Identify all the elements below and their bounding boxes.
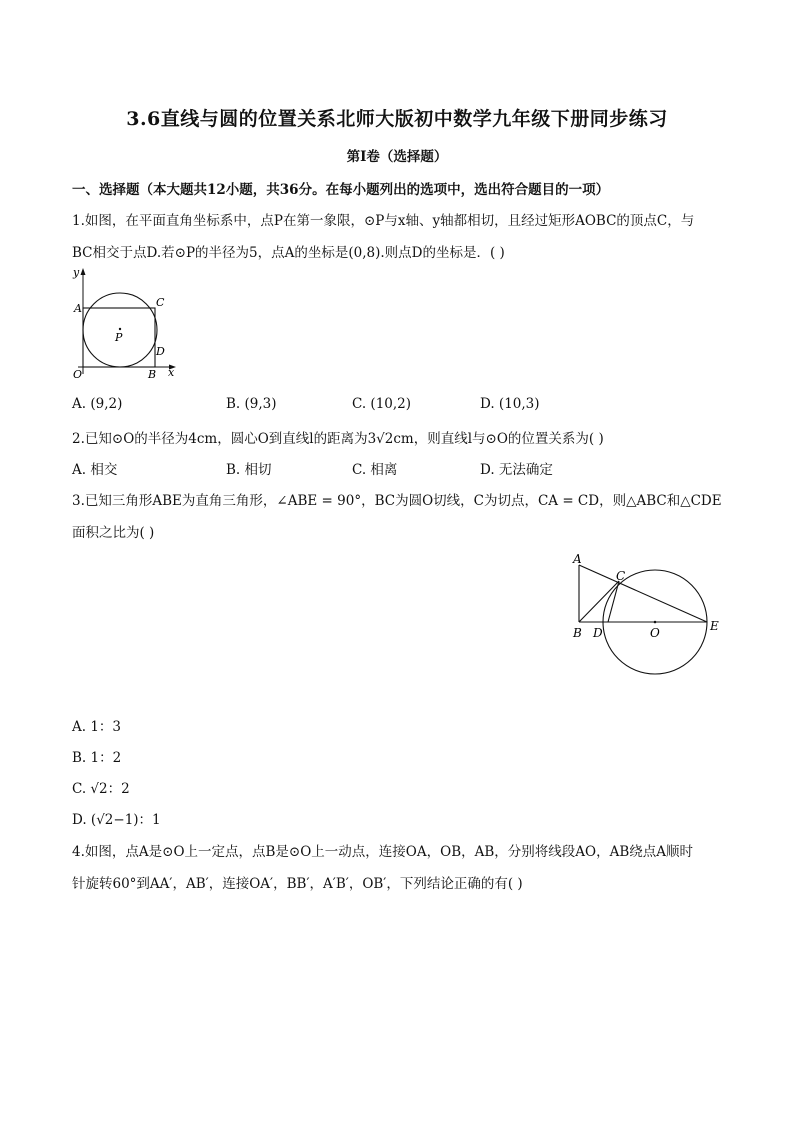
- q3-figure: [566, 548, 726, 678]
- q2-option-a: A. 相交: [72, 462, 118, 478]
- q1-y-arrow: [81, 268, 86, 275]
- page-title: 3.6直线与圆的位置关系北师大版初中数学九年级下册同步练习: [126, 108, 668, 130]
- q3-label-a: A: [573, 552, 582, 566]
- section-header: 一、选择题（本大题共12小题，共36分。在每小题列出的选项中，选出符合题目的一项）: [72, 182, 610, 198]
- q2-text-line1: 2.已知⊙O的半径为4cm，圆心O到直线l的距离为3√2cm，则直线l与⊙O的位置关系为( ): [72, 431, 604, 447]
- q3-seg-ae: [579, 565, 707, 622]
- q1-label-b: B: [148, 368, 157, 381]
- q3-text-line1: 3.已知三角形ABE为直角三角形，∠ABE = 90°，BC为圆O切线，C为切点，CA = CD，则△ABC和△CDE: [72, 493, 722, 509]
- q1-text-line2: BC相交于点D.若⊙P的半径为5，点A的坐标是(0,8).则点D的坐标是．( ): [72, 245, 505, 261]
- q3-option-b: B. 1：2: [72, 750, 122, 766]
- q2-option-c: C. 相离: [352, 462, 398, 478]
- q3-text-line2: 面积之比为( ): [72, 525, 155, 541]
- q3-label-c: C: [616, 569, 626, 583]
- q1-option-c: C. (10,2): [352, 396, 412, 412]
- q3-label-e: E: [710, 619, 719, 633]
- q4-text-line2: 针旋转60°到AA′，AB′，连接OA′，BB′，A′B′，OB′，下列结论正确的有( ): [72, 876, 523, 892]
- section-subtitle: 第I卷（选择题）: [346, 149, 448, 165]
- q1-label-c: C: [156, 296, 165, 309]
- q1-label-o: O: [73, 368, 83, 381]
- q1-option-a: A. (9,2): [72, 396, 123, 412]
- q3-label-o: O: [650, 626, 660, 640]
- q4-text-line1: 4.如图，点A是⊙O上一定点，点B是⊙O上一动点，连接OA，OB，AB，分别将线段AO，AB绕点A顺时: [72, 844, 694, 860]
- q1-center-dot: [119, 328, 121, 330]
- q3-option-d: D. (√2−1)：1: [72, 812, 161, 828]
- q3-option-a: A. 1：3: [72, 719, 122, 735]
- q1-figure: [68, 264, 184, 382]
- q1-text-line1: 1.如图，在平面直角坐标系中，点P在第一象限，⊙P与x轴、y轴都相切，且经过矩形AOBC的顶点C，与: [72, 213, 695, 229]
- q3-option-c: C. √2：2: [72, 781, 130, 797]
- q1-option-b: B. (9,3): [226, 396, 277, 412]
- q2-option-d: D. 无法确定: [480, 462, 553, 478]
- q1-label-p: P: [115, 331, 123, 344]
- q1-label-y: y: [73, 266, 80, 279]
- q1-label-a: A: [74, 302, 82, 315]
- q1-label-d: D: [156, 345, 165, 358]
- q1-label-x: x: [168, 366, 175, 379]
- q3-label-b: B: [573, 626, 582, 640]
- q3-center-dot: [654, 621, 657, 624]
- q3-label-d: D: [593, 626, 603, 640]
- q1-option-d: D. (10,3): [480, 396, 540, 412]
- q2-option-b: B. 相切: [226, 462, 272, 478]
